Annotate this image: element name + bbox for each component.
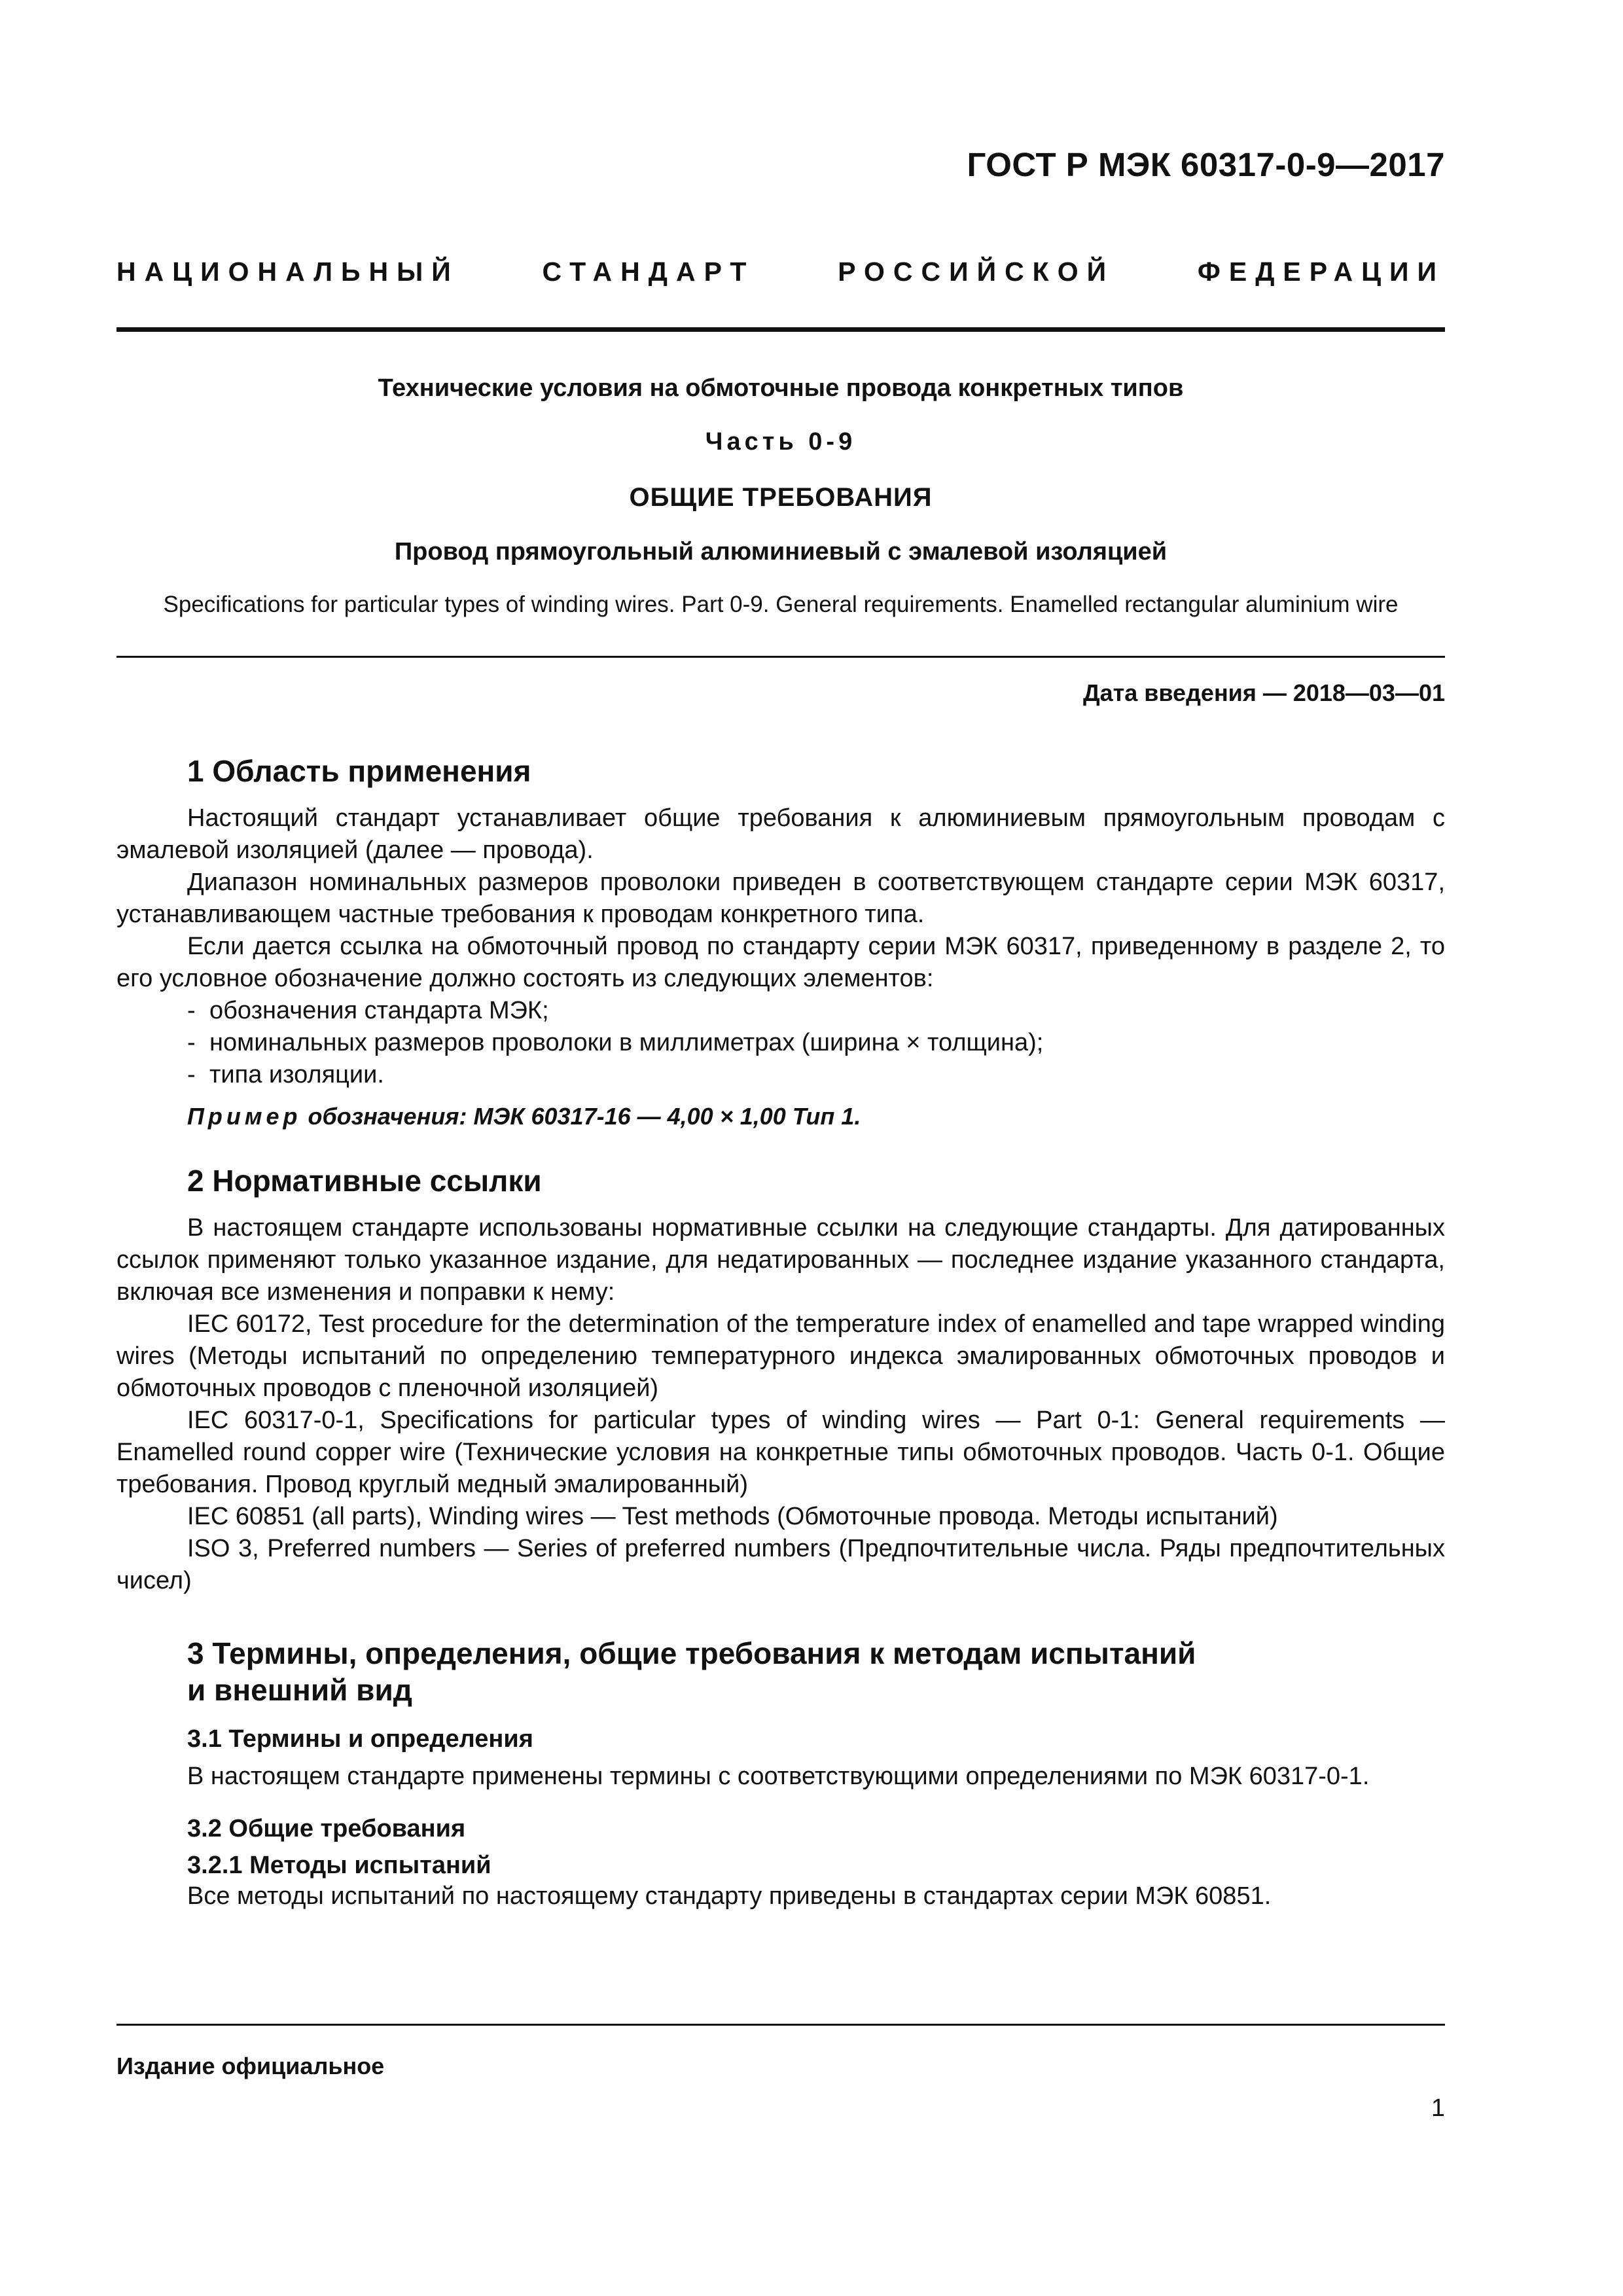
- header-rule: [116, 327, 1445, 332]
- list-item: - номинальных размеров проволоки в миллиметрах (ширина × толщина);: [187, 1029, 1044, 1056]
- subsection-heading: 3.2 Общие требования: [187, 1815, 466, 1842]
- title-line: Технические условия на обмоточные провода конкретных типов: [378, 374, 1184, 402]
- official-edition-label: Издание официальное: [116, 2053, 385, 2079]
- section-heading: 3 Термины, определения, общие требования к методам испытаний и внешний вид: [187, 1636, 1196, 1707]
- list-item: - типа изоляции.: [187, 1061, 384, 1088]
- reference-item: IEC 60172, Test procedure for the determination of the temperature index of enamelled and tape wrapped winding wires (Методы испытаний по определению температурного индекса эмалированных обмоточных проводов и обмоточных проводов с пленочной изоляцией): [116, 1310, 1445, 1402]
- section-scope: [116, 753, 1445, 1132]
- section-terms: [116, 1635, 1445, 1912]
- part-number: Часть 0-9: [705, 428, 857, 456]
- designation-elements-list: [116, 995, 1445, 1091]
- paragraph: Если дается ссылка на обмоточный провод по стандарту серии МЭК 60317, приведенному в разделе 2, то его условное обозначение должно состоять из следующих элементов:: [116, 933, 1445, 992]
- example-label: Пример: [187, 1103, 302, 1130]
- general-requirements-title: ОБЩИЕ ТРЕБОВАНИЯ: [629, 483, 933, 512]
- list-item: - обозначения стандарта МЭК;: [187, 997, 549, 1024]
- document-code: ГОСТ Р МЭК 60317-0-9—2017: [967, 146, 1445, 183]
- footer-rule: [116, 2024, 1445, 2026]
- page-number: 1: [1431, 2094, 1445, 2122]
- reference-item: IEC 60317-0-1, Specifications for particular types of winding wires — Part 0-1: General requirements — Enamelled round copper wire (Технические условия на конкретные типы обмоточных проводов. Часть 0-1. Общие требования. Провод круглый медный эмалированный): [116, 1407, 1445, 1498]
- document-body: [116, 753, 1445, 1912]
- paragraph: В настоящем стандарте применены термины с соответствующими определениями по МЭК 60317-0-1.: [187, 1763, 1370, 1790]
- national-standard-title: НАЦИОНАЛЬНЫЙ СТАНДАРТ РОССИЙСКОЙ ФЕДЕРАЦИИ: [116, 257, 1445, 287]
- paragraph: В настоящем стандарте использованы нормативные ссылки на следующие стандарты. Для датированных ссылок применяют только указанное издание, для недатированных — последнее издание указанного стандарта, включая все изменения и поправки к нему:: [116, 1214, 1445, 1306]
- reference-item: ISO 3, Preferred numbers — Series of preferred numbers (Предпочтительные числа. Ряды предпочтительных чисел): [116, 1535, 1445, 1594]
- title-rule: [116, 656, 1445, 658]
- paragraph: Диапазон номинальных размеров проволоки приведен в соответствующем стандарте серии МЭК 60317, устанавливающем частные требования к проводам конкретного типа.: [116, 869, 1445, 928]
- example-note: [116, 1100, 1445, 1132]
- english-title: Specifications for particular types of winding wires. Part 0-9. General requirements. Enamelled rectangular aluminium wire: [163, 592, 1399, 617]
- document-page: [116, 0, 1445, 2296]
- paragraph: Все методы испытаний по настоящему стандарту приведены в стандартах серии МЭК 60851.: [187, 1882, 1272, 1910]
- section-normative-references: [116, 1162, 1445, 1597]
- subsubsection-heading: 3.2.1 Методы испытаний: [187, 1852, 491, 1879]
- section-heading: 1 Область применения: [187, 754, 531, 788]
- reference-item: IEC 60851 (all parts), Winding wires — Test methods (Обмоточные провода. Методы испытаний): [187, 1503, 1278, 1530]
- subsection-heading: 3.1 Термины и определения: [187, 1725, 533, 1753]
- introduction-date: Дата введения — 2018—03—01: [1082, 679, 1445, 706]
- subtitle: Провод прямоугольный алюминиевый с эмалевой изоляцией: [394, 538, 1168, 565]
- example-text: обозначения: МЭК 60317-16 — 4,00 × 1,00 Тип 1.: [308, 1103, 861, 1130]
- section-heading: 2 Нормативные ссылки: [187, 1164, 542, 1198]
- paragraph: Настоящий стандарт устанавливает общие требования к алюминиевым прямоугольным проводам с эмалевой изоляцией (далее — провода).: [116, 804, 1445, 864]
